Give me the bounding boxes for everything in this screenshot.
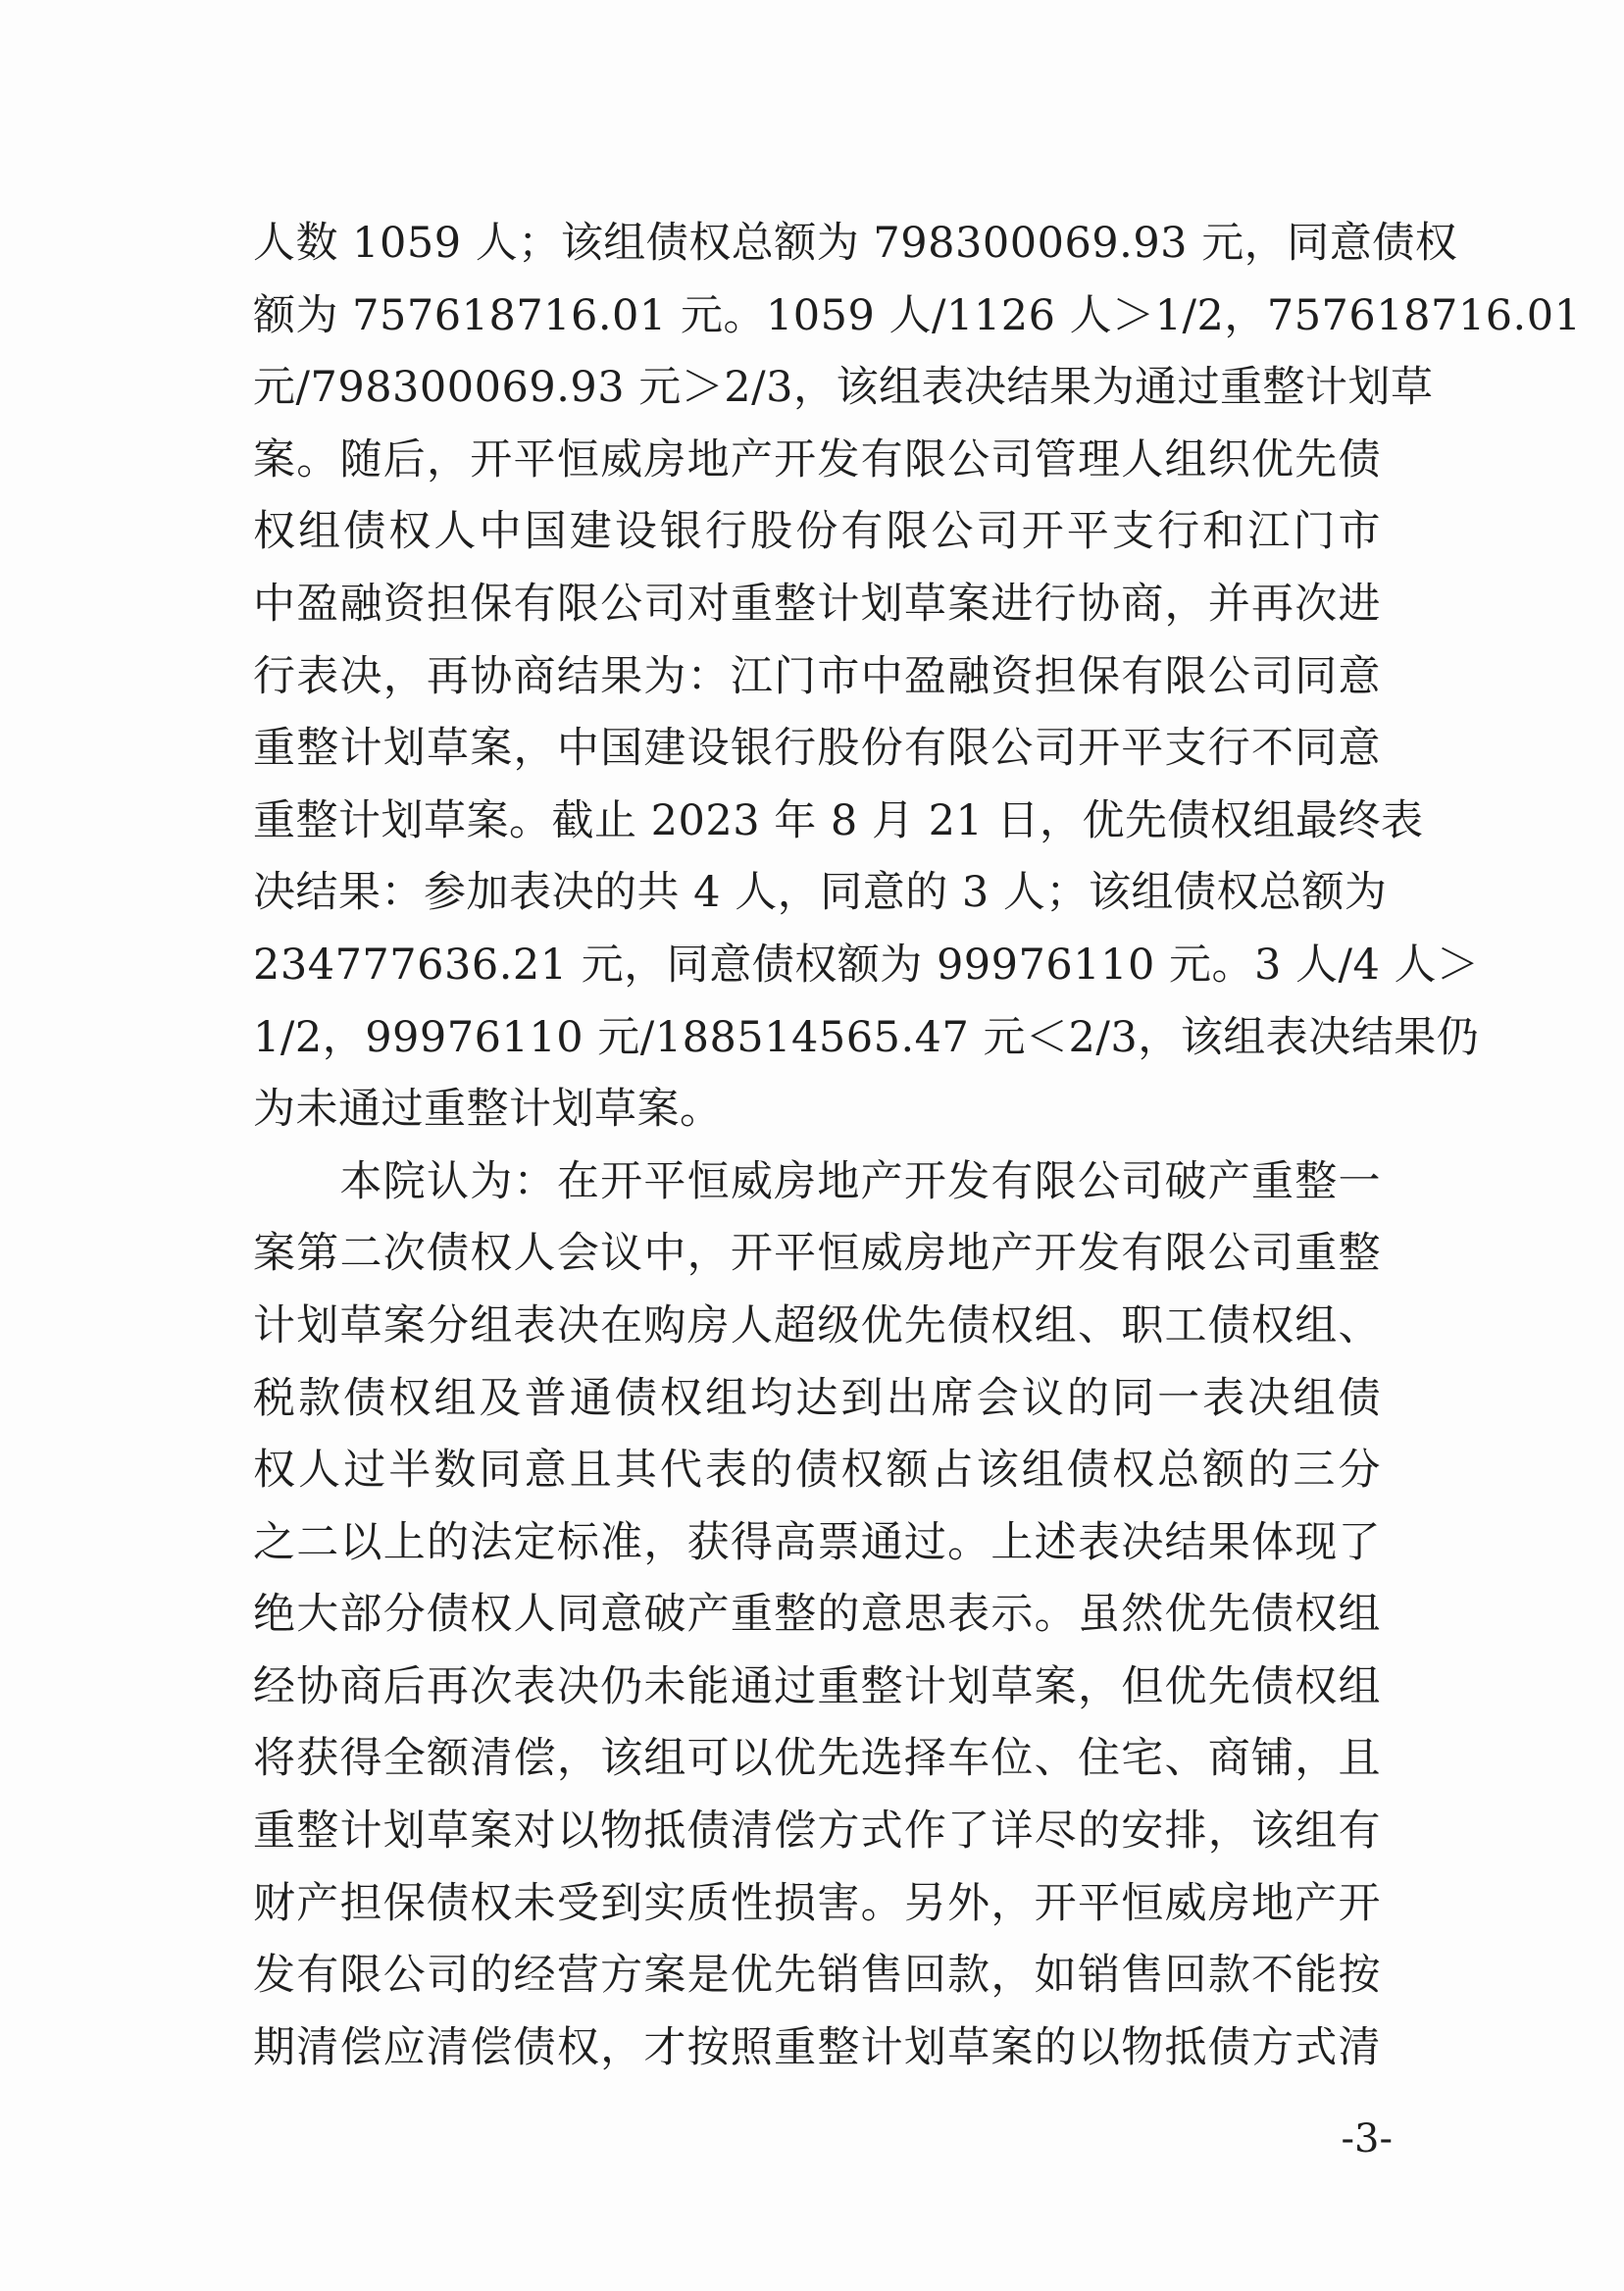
paragraph-2 [253,1146,1381,2085]
text-line: 绝大部分债权人同意破产重整的意思表示。虽然优先债权组 [253,1590,1381,1640]
text-line: 经协商后再次表决仍未能通过重整计划草案，但优先债权组 [253,1661,1381,1711]
text-line: 税款债权组及普通债权组均达到出席会议的同一表决组债 [253,1373,1381,1423]
text-line: 234777636.21 元，同意债权额为 99976110 元。3 人/4 人＞ [253,940,1480,990]
paragraph-1 [253,208,1582,1146]
text-line: 权组债权人中国建设银行股份有限公司开平支行和江门市 [253,507,1381,557]
text-line: 案。随后，开平恒威房地产开发有限公司管理人组织优先债 [253,434,1381,484]
text-line: 权人过半数同意且其代表的债权额占该组债权总额的三分 [253,1446,1381,1496]
page-number: -3- [1341,2116,1393,2162]
body-text [253,208,1582,2084]
text-line: 决结果：参加表决的共 4 人，同意的 3 人；该组债权总额为 [253,868,1388,918]
text-line: 将获得全额清偿，该组可以优先选择车位、住宅、商铺，且 [253,1734,1381,1784]
text-line: 1/2，99976110 元/188514565.47 元＜2/3，该组表决结果仍 [253,1012,1480,1062]
text-line: 为未通过重整计划草案。 [253,1085,723,1135]
text-line: 本院认为：在开平恒威房地产开发有限公司破产重整一 [253,1156,1381,1206]
text-line: 行表决，再协商结果为：江门市中盈融资担保有限公司同意 [253,651,1381,701]
text-line: 人数 1059 人；该组债权总额为 798300069.93 元，同意债权 [253,219,1458,268]
text-line: 重整计划草案对以物抵债清偿方式作了详尽的安排，该组有 [253,1807,1381,1857]
text-line: 案第二次债权人会议中，开平恒威房地产开发有限公司重整 [253,1229,1381,1279]
text-line: 计划草案分组表决在购房人超级优先债权组、职工债权组、 [253,1300,1381,1350]
text-line: 重整计划草案。截止 2023 年 8 月 21 日，优先债权组最终表 [253,795,1424,845]
text-line: 财产担保债权未受到实质性损害。另外，开平恒威房地产开 [253,1878,1381,1928]
text-line: 额为 757618716.01 元。1059 人/1126 人＞1/2，757618716.01 [253,290,1582,340]
text-line: 之二以上的法定标准，获得高票通过。上述表决结果体现了 [253,1517,1381,1567]
text-line: 期清偿应清偿债权，才按照重整计划草案的以物抵债方式清 [253,2022,1381,2072]
text-line: 发有限公司的经营方案是优先销售回款，如销售回款不能按 [253,1951,1381,2001]
text-line: 元/798300069.93 元＞2/3，该组表决结果为通过重整计划草 [253,363,1434,413]
text-line: 中盈融资担保有限公司对重整计划草案进行协商，并再次进 [253,579,1381,629]
text-line: 重整计划草案，中国建设银行股份有限公司开平支行不同意 [253,724,1381,774]
